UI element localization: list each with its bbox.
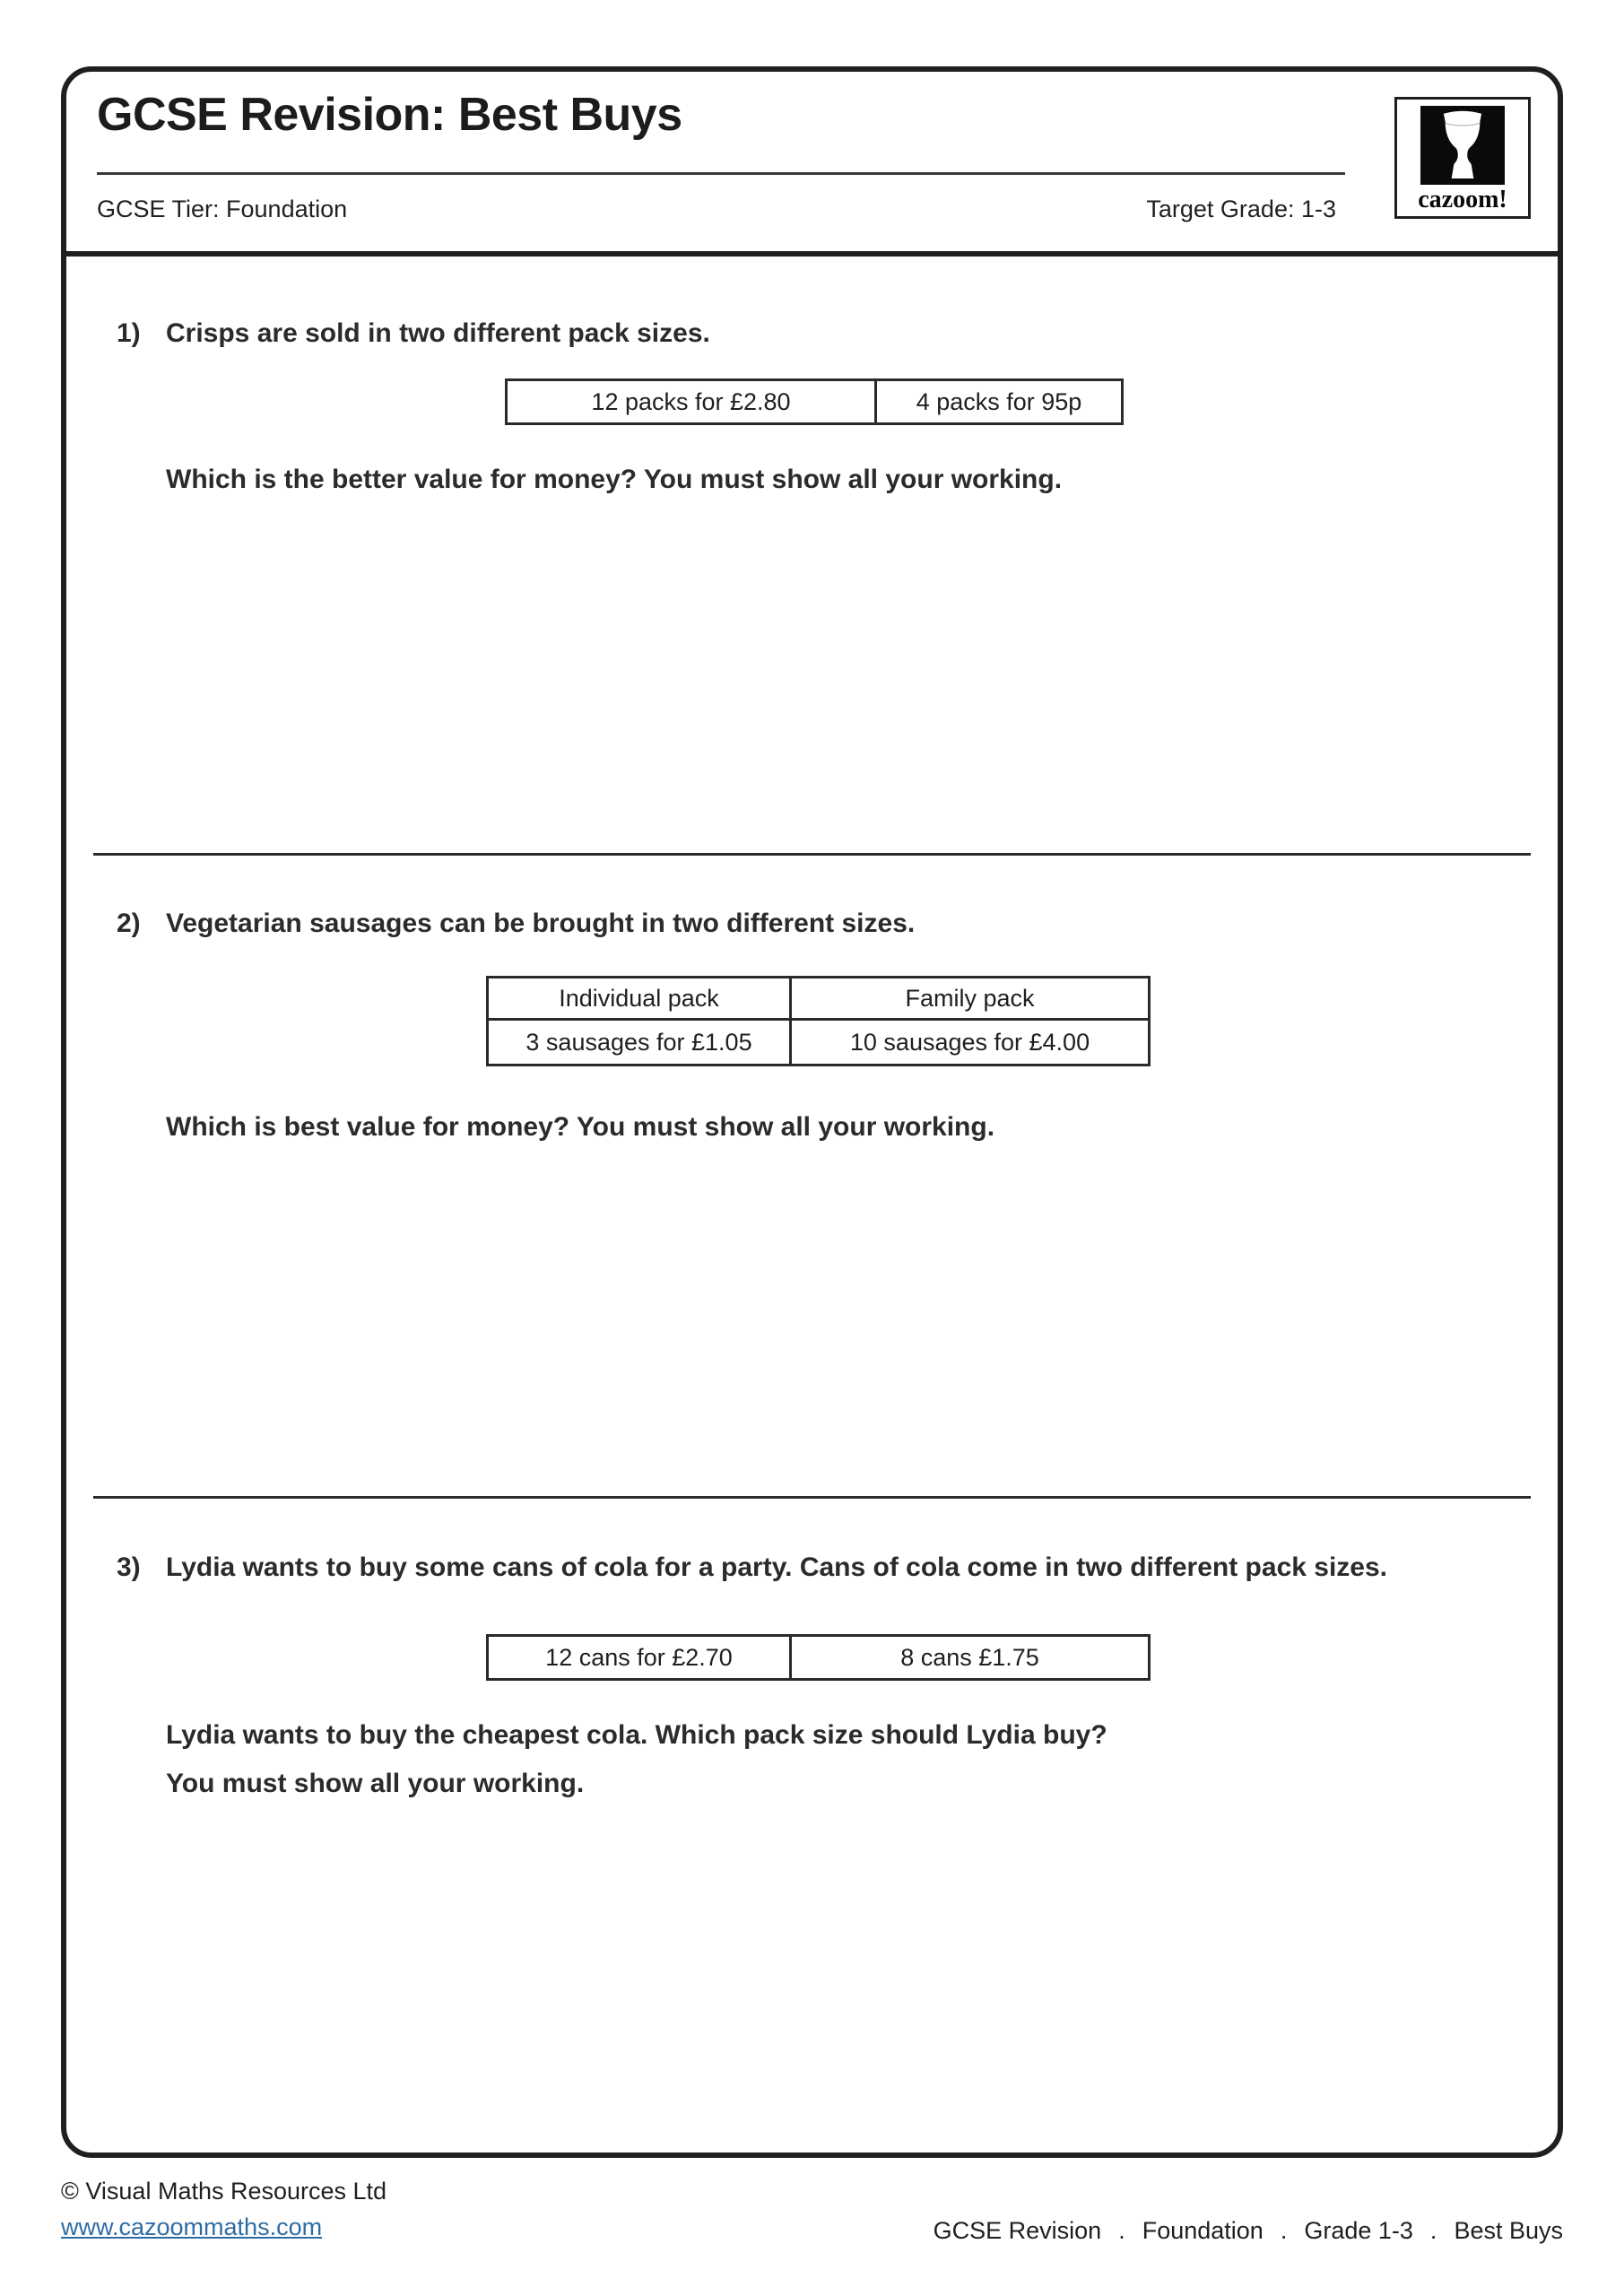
question-divider bbox=[93, 853, 1531, 856]
breadcrumb-item: Grade 1-3 bbox=[1304, 2217, 1413, 2244]
question-divider bbox=[93, 1496, 1531, 1499]
table-cell: 4 packs for 95p bbox=[916, 387, 1082, 415]
table-cell: 12 packs for £2.80 bbox=[508, 381, 877, 422]
page-title: GCSE Revision: Best Buys bbox=[97, 89, 682, 141]
question-3-number: 3) bbox=[117, 1552, 141, 1582]
question-1-prompt: Which is the better value for money? You must show all your working. bbox=[166, 465, 1063, 494]
question-3-table bbox=[486, 1634, 1151, 1681]
cazoommaths-link[interactable]: www.cazoommaths.com bbox=[61, 2213, 323, 2240]
breadcrumb-separator: . bbox=[1280, 2217, 1288, 2244]
target-grade-label: Target Grade: 1-3 bbox=[1146, 196, 1336, 222]
tier-label: GCSE Tier: Foundation bbox=[97, 196, 348, 222]
djembe-drum-icon bbox=[1420, 106, 1505, 185]
question-3-text: Lydia wants to buy some cans of cola for a party. Cans of cola come in two different pack sizes. bbox=[166, 1552, 1387, 1582]
question-2-text: Vegetarian sausages can be brought in two different sizes. bbox=[166, 909, 916, 938]
copyright-text: © Visual Maths Resources Ltd bbox=[61, 2178, 387, 2205]
title-underline bbox=[97, 172, 1345, 175]
question-1-number: 1) bbox=[117, 318, 141, 348]
question-3-prompt: Lydia wants to buy the cheapest cola. Which pack size should Lydia buy? bbox=[166, 1720, 1107, 1750]
question-2-table bbox=[486, 976, 1151, 1066]
breadcrumb-separator: . bbox=[1118, 2217, 1125, 2244]
breadcrumb-item: GCSE Revision bbox=[933, 2217, 1102, 2244]
question-1 bbox=[117, 314, 710, 353]
table-cell: 10 sausages for £4.00 bbox=[849, 1028, 1090, 1056]
question-2-number: 2) bbox=[117, 909, 141, 938]
table-cell: 12 cans for £2.70 bbox=[489, 1637, 792, 1678]
table-header-cell: Family pack bbox=[792, 978, 1148, 1021]
logo-wordmark: cazoom! bbox=[1418, 186, 1507, 213]
question-3-prompt-line2: You must show all your working. bbox=[166, 1769, 585, 1798]
table-cell: 8 cans £1.75 bbox=[900, 1643, 1039, 1671]
question-1-table bbox=[505, 378, 1124, 425]
breadcrumb-separator: . bbox=[1429, 2217, 1437, 2244]
breadcrumb-item: Foundation bbox=[1142, 2217, 1264, 2244]
table-cell: 3 sausages for £1.05 bbox=[489, 1021, 792, 1064]
table-header-cell: Individual pack bbox=[489, 978, 792, 1021]
cazoom-logo bbox=[1394, 97, 1531, 219]
worksheet-frame bbox=[61, 66, 1563, 2158]
footer-breadcrumb bbox=[934, 2217, 1563, 2245]
question-2 bbox=[117, 904, 915, 944]
worksheet-header bbox=[66, 72, 1558, 257]
question-2-prompt: Which is best value for money? You must show all your working. bbox=[166, 1112, 995, 1142]
questions-area bbox=[66, 257, 1558, 2147]
question-1-text: Crisps are sold in two different pack sizes. bbox=[166, 318, 710, 348]
breadcrumb-item: Best Buys bbox=[1454, 2217, 1563, 2244]
question-3 bbox=[117, 1548, 1466, 1587]
